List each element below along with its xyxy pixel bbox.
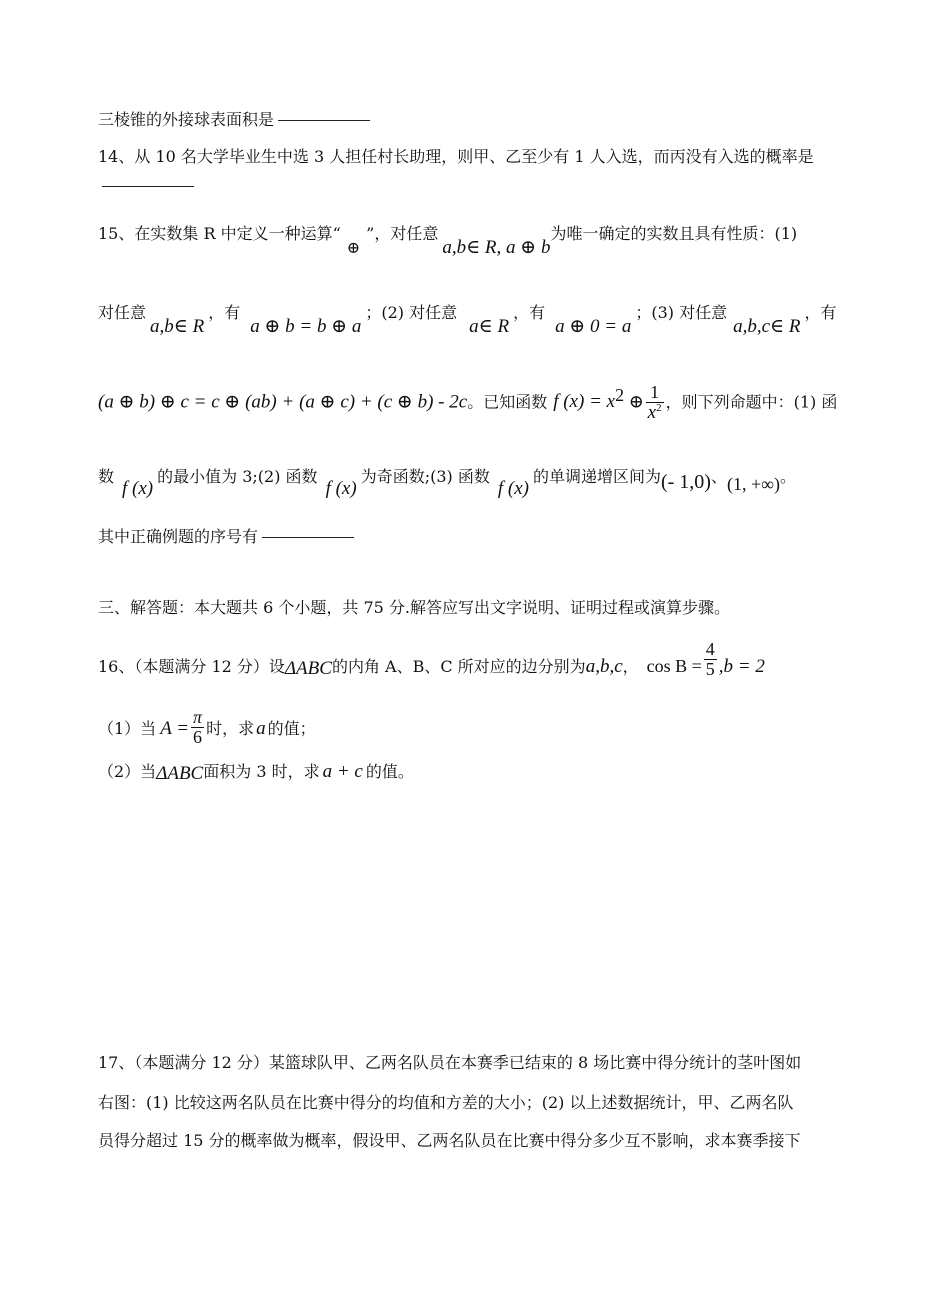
math-expr: a,b∈ R — [150, 316, 205, 337]
math-expr: a,b,c — [585, 655, 623, 677]
q15-text: 为奇函数;(3) 函数 — [360, 467, 490, 486]
math-expr: a,b∈ R, a ⊕ b — [442, 237, 551, 258]
fraction-numerator: 1 — [650, 382, 660, 402]
math-expr: a,b,c∈ R — [733, 316, 801, 337]
q13-line — [98, 112, 370, 128]
oplus-symbol: ⊕ — [624, 391, 644, 412]
q15-text: 。 — [779, 467, 796, 486]
q15-text: 的单调递增区间为 — [532, 467, 661, 486]
math-expr: cos B = — [646, 655, 702, 676]
fraction-numerator: π — [193, 707, 203, 727]
q15-line-2 — [98, 303, 837, 337]
q17-text: 员得分超过 15 分的概率做为概率，假设甲、乙两名队员在比赛中得分多少互不影响，求本赛季接下 — [98, 1131, 801, 1150]
oplus-symbol: ⊕ — [346, 240, 361, 257]
q15-line-4 — [98, 466, 796, 499]
q15-text: 15、在实数集 R 中定义一种运算“ — [98, 224, 341, 243]
q15-text: ”，对任意 — [366, 224, 439, 243]
q15-text: 数 — [98, 467, 115, 486]
math-expr: f (x) = x — [553, 391, 616, 413]
math-expr: ,b = 2 — [718, 655, 765, 677]
math-expr: f (x) — [122, 478, 154, 499]
section-header — [98, 600, 730, 616]
q15-text: 的最小值为 3;(2) 函数 — [157, 467, 318, 486]
fraction-denominator — [646, 402, 664, 423]
q16-part-2 — [98, 761, 414, 784]
fraction-denominator: 6 — [193, 726, 203, 747]
q17-line-2 — [98, 1095, 794, 1111]
q16-text: 的值。 — [365, 762, 414, 781]
q15-line-1 — [98, 224, 798, 258]
fraction-denominator: 5 — [705, 658, 715, 679]
q17-line-3 — [98, 1133, 801, 1149]
superscript: 2 — [615, 385, 625, 406]
q16-text: ， — [622, 656, 639, 676]
q16-text: 时，求 — [206, 718, 255, 738]
interval: (- 1,0) — [660, 471, 711, 493]
q15-text: 、 — [710, 467, 727, 486]
superscript: 2 — [656, 401, 662, 414]
q16-part-1 — [98, 707, 316, 749]
fraction — [191, 708, 204, 747]
math-expr: f (x) — [497, 478, 529, 499]
q16-line-1 — [98, 639, 765, 687]
section-title: 三、解答题：本大题共 6 个小题，共 75 分.解答应写出文字说明、证明过程或演算步骤。 — [98, 598, 730, 617]
q15-line-3 — [98, 383, 837, 423]
math-expr: f (x) — [325, 478, 357, 499]
interval: (1, +∞) — [726, 474, 780, 494]
q15-text: ，有 — [804, 303, 837, 322]
q14-blank-line — [98, 178, 194, 194]
q15-text: 其中正确例题的序号有 — [98, 527, 259, 546]
math-expr: x — [647, 401, 657, 423]
q17-text: 17、（本题满分 12 分）某篮球队甲、乙两名队员在本赛季已结束的 8 场比赛中得分统计的茎叶图如 — [98, 1053, 802, 1072]
q15-text: ，则下列命题中：(1) 函 — [665, 392, 838, 412]
q16-text: 的内角 A、B、C 所对应的边分别为 — [331, 656, 586, 676]
answer-blank — [102, 186, 194, 187]
fraction — [646, 383, 664, 423]
math-expr: a + c — [322, 761, 363, 782]
q15-text: 。已知函数 — [467, 392, 548, 412]
fraction — [704, 640, 717, 679]
q16-text: 16、（本题满分 12 分）设 — [98, 656, 285, 676]
fraction-numerator: 4 — [705, 639, 715, 659]
q15-text: 为唯一确定的实数且具有性质：(1) — [550, 224, 798, 243]
math-expr: a ⊕ 0 = a — [555, 316, 632, 337]
q17-line-1 — [98, 1055, 801, 1071]
math-expr: (a ⊕ b) ⊕ c = c ⊕ (ab) + (a ⊕ c) + (c ⊕ b) - 2c — [98, 391, 468, 413]
q16-text: （1）当 — [98, 718, 157, 738]
math-expr: ΔABC — [156, 763, 204, 784]
q15-line-5 — [98, 529, 354, 545]
math-expr: ΔABC — [284, 657, 332, 679]
q16-text: 面积为 3 时，求 — [203, 762, 320, 781]
q17-text: 右图：(1) 比较这两名队员在比赛中得分的均值和方差的大小；(2) 以上述数据统计，甲、乙两名队 — [98, 1093, 794, 1112]
math-expr: a∈ R — [469, 316, 510, 337]
q16-text: （2）当 — [98, 762, 157, 781]
q14-line — [98, 149, 814, 165]
q13-text: 三棱锥的外接球表面积是 — [98, 110, 275, 129]
q16-text: 的值； — [267, 718, 316, 738]
answer-blank — [278, 120, 370, 121]
math-expr: A = — [160, 717, 190, 739]
q15-text: ；(3) 对任意 — [635, 303, 728, 322]
q14-text: 14、从 10 名大学毕业生中选 3 人担任村长助理，则甲、乙至少有 1 人入选，而丙没有入选的概率是 — [98, 147, 814, 166]
math-expr: a ⊕ b = b ⊕ a — [250, 316, 362, 337]
answer-blank — [262, 537, 354, 538]
math-expr: a — [256, 717, 266, 739]
q15-text: ，有 — [513, 303, 546, 322]
q15-text: ；(2) 对任意 — [365, 303, 458, 322]
q15-text: 对任意 — [98, 303, 147, 322]
q15-text: ，有 — [208, 303, 241, 322]
